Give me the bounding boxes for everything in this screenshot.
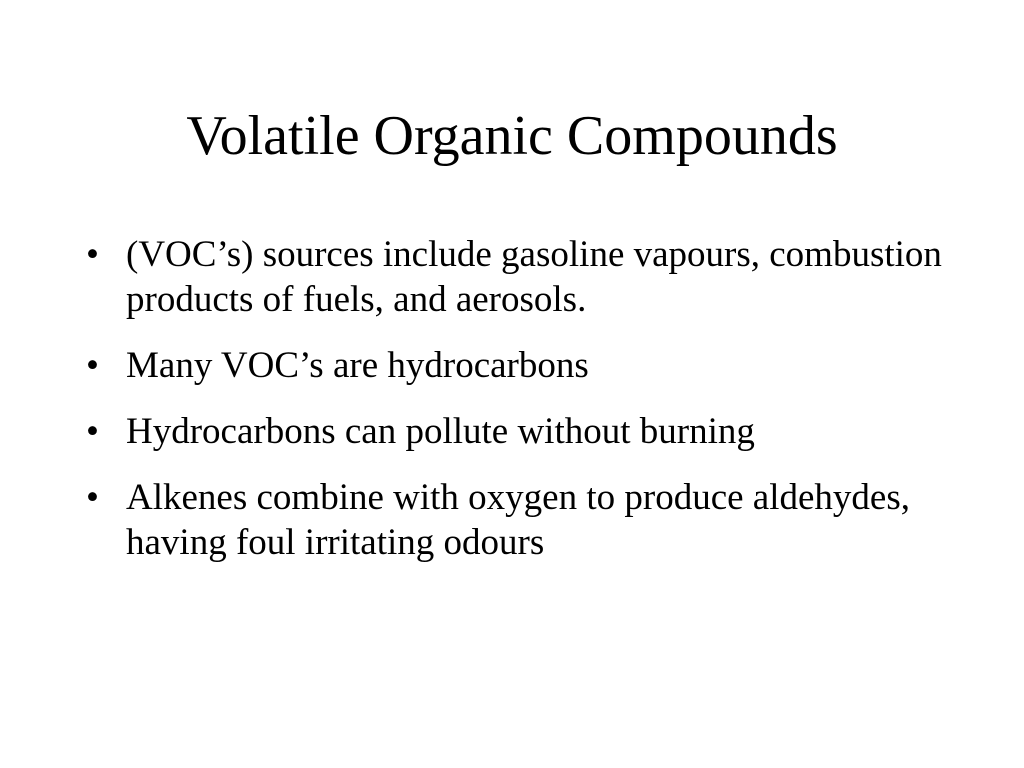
- bullet-text: Alkenes combine with oxygen to produce aldehydes, having foul irritating odours: [126, 477, 910, 563]
- bullet-text: Many VOC’s are hydrocarbons: [126, 345, 589, 386]
- bullet-text: (VOC’s) sources include gasoline vapours, combustion products of fuels, and aerosols.: [126, 234, 942, 320]
- slide-title: Volatile Organic Compounds: [186, 105, 838, 167]
- bullet-item: [86, 343, 966, 388]
- bullet-item: [86, 475, 966, 565]
- bullet-icon: •: [86, 411, 99, 452]
- bullet-item: [86, 409, 966, 454]
- bullet-text: Hydrocarbons can pollute without burning: [126, 411, 755, 452]
- bullet-icon: •: [86, 234, 99, 275]
- bullet-item: [86, 232, 966, 322]
- bullet-list: [86, 232, 966, 586]
- bullet-icon: •: [86, 477, 99, 518]
- bullet-icon: •: [86, 345, 99, 386]
